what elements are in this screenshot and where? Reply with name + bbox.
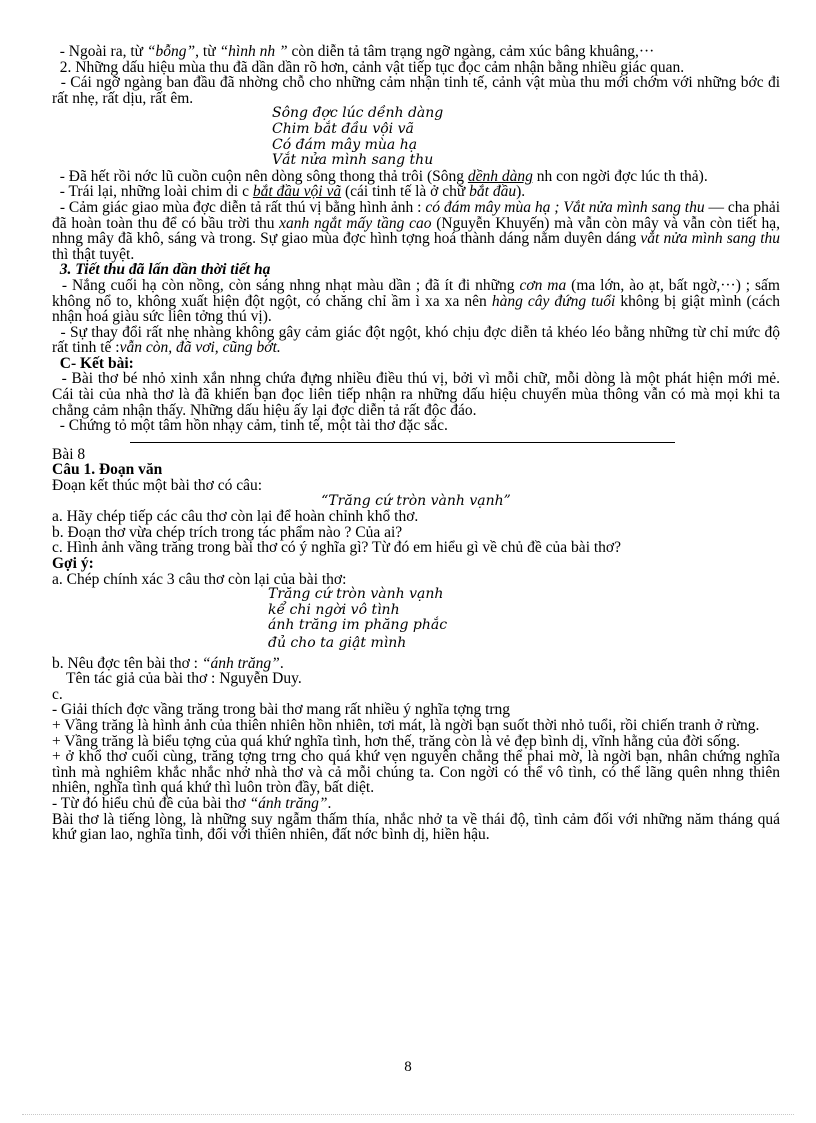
poem-line: ánh trăng im phăng phắc [268,617,448,634]
quote-hinh-nh: “hình nh ” [219,43,288,60]
quote: cơn ma [519,276,567,294]
poem-line: Trăng cứ tròn vành vạnh [268,586,444,603]
paragraph-su-thay-doi [52,325,780,356]
text: - Chứng tỏ một tâm hồn nhạy cảm, tinh tế, một tài thơ đặc sắc. [59,417,448,435]
text: - Ngoài ra, từ [59,43,147,60]
paragraph-da-het [52,169,780,185]
text: (Nguyễn Khuyến) mà vẫn còn mây và vẫn còn tiết hạ, nhng mây đã khô, sáng và trong. Sự giao mùa đợc hình tợng hoá thành dáng nằm duyên dáng [52,214,781,248]
text: . [279,654,284,672]
quote-bat-dau-voi-va: bắt đầu vội vã [252,183,342,201]
text: - Từ đó hiểu chủ đề của bài thơ [52,794,250,812]
poem-line: đủ cho ta giật mình [268,634,407,651]
hint-c-conclusion: Bài thơ là tiếng lòng, là những suy ngẫm thấm thía, nhắc nhở ta về thái độ, tình cảm đối với những năm tháng quá khứ gian lao, nghĩa tình, đối với thiên nhiên, đất nớc bình dị, hiền hậu. [52,810,780,844]
hint-c-point-2: + Vầng trăng là biểu tợng của quá khứ nghĩa tình, hơn thế, trăng còn là vẻ đẹp bình dị, vĩnh hằng của đời sống. [52,732,740,750]
paragraph-trai-lai [52,184,780,200]
exercise-number: Bài 8 [52,445,86,463]
text: — cha phải đã hoàn toàn thu để có bầu trời thu [52,198,781,232]
text: còn diễn tả tâm trạng ngỡ ngàng, cảm xúc bâng khuâng,··· [287,43,655,60]
poem-line: Chim bắt đầu vội vã [272,120,414,137]
quote: có đám mây mùa hạ ; Vắt nửa mình sang thu [425,198,705,216]
paragraph-cai-ngo-ngang [52,75,780,106]
poem-line: kể chi ngời vô tình [268,601,400,618]
heading-3 [52,262,780,278]
quote: vắt nửa mình sang thu [640,230,780,248]
quote-bong: “bỗng” [146,43,196,60]
poem-title: “ánh trăng” [201,654,280,672]
quote-bat-dau: bắt đầu [469,183,517,201]
paragraph-cam-giac [52,200,780,262]
text: - Cái ngỡ ngàng ban đầu đã nhờng chỗ cho những cảm nhận tinh tế, cảnh vật mùa thu mới chớm với những bớc đi rất nhẹ, rất dịu, rất êm. [52,74,781,107]
paragraph-ket-bai [52,371,780,418]
poem-line: Sông đợc lúc dềnh dàng [272,105,444,122]
question-heading: Câu 1. Đoạn văn [52,461,163,479]
poem-anh-trang [52,587,780,651]
text: (cái tinh tế là ở chữ [341,183,470,201]
heading-ket-bai [52,356,780,372]
hint-b-title [52,656,780,672]
text: ). [516,183,526,201]
question-intro: Đoạn kết thúc một bài thơ có câu: [52,477,263,495]
text: - Cảm giác giao mùa đợc diễn tả rất thú vị bằng hình ảnh : [59,198,426,216]
hint-c-point-1: + Vầng trăng là hình ảnh của thiên nhiên hồn nhiên, tơi mát, là ngời bạn suốt thời nhỏ tuổi, rồi chiến tranh ở rừng. [52,716,760,734]
text: - Trái lại, những loài chim di c [59,183,253,201]
text: - Nắng cuối hạ còn nồng, còn sáng nhng nhạt màu dần ; đã ít đi những [61,276,520,294]
paragraph-nang-cuoi-ha [52,278,780,325]
divider [130,442,675,443]
poem-quote: “Trăng cứ tròn vành vạnh” [321,492,511,509]
poem-title: “ánh trăng” [249,794,328,812]
hint-c-explain: - Giải thích đợc vầng trăng trong bài thơ mang rất nhiều ý nghĩa tợng trng [52,701,511,719]
paragraph-chung-to [52,418,780,434]
paragraph-ngoai-ra [52,44,780,60]
text: 2. Những dấu hiệu mùa thu đã dần dần rõ hơn, cảnh vật tiếp tục đọc cảm nhận bằng nhiều giác quan. [59,58,685,76]
hint-heading: Gợi ý: [52,555,94,572]
text: thì thật tuyệt. [52,245,135,263]
text: - Sự thay đổi rất nhẹ nhàng không gây cảm giác đột ngột, khó chịu đợc diễn tả khéo léo bằng những từ chỉ mức độ rất tinh tế : [52,323,781,357]
poem-sang-thu [52,106,780,168]
question-a: a. Hãy chép tiếp các câu thơ còn lại để hoàn chỉnh khổ thơ. [52,508,419,526]
text: nh con ngời đợc lúc th thả). [532,167,708,185]
hint-c-theme [52,796,780,812]
hint-c-point-3: + ở khổ thơ cuối cùng, trăng tợng trng cho quá khứ vẹn nguyên chẳng thể phai mờ, là ngời bạn, nhân chứng nghĩa tình mà nghiêm khắc nhắc nhở nhà thơ và cả mỗi chúng ta. Con ngời có thể vô tình, có thể lãng quên nhng thiên nhiên, nghĩa tình quá khứ thì luôn tròn đầy, bất diệt. [52,748,780,797]
text: , từ [195,43,220,60]
poem-line: Vắt nửa mình sang thu [272,152,434,169]
text: b. Nêu đợc tên bài thơ : [52,654,202,672]
document-page [52,44,780,843]
quote: vẫn còn, đã vơi, cũng bớt. [119,339,281,357]
poem-line: Có đám mây mùa hạ [272,136,418,153]
page-number: 8 [404,1059,412,1075]
text: - Đã hết rồi nớc lũ cuồn cuộn nên dòng sông thong thả trôi (Sông [59,167,468,185]
question-b: b. Đoạn thơ vừa chép trích trong tác phẩm nào ? Của ai? [52,523,403,541]
text: - Bài thơ bé nhỏ xinh xắn nhng chứa đựng nhiều điều thú vị, bởi vì mỗi chữ, mỗi dòng là một phát hiện mới mẻ. Cái tài của nhà thơ là đã khiến bạn đọc liên tiếp nhận ra những dấu hiệu chuyển mùa thông vẫn có mà mọi khi ta chẳng cảm nhận thấy. Những dấu hiệu ấy lại đợc diễn tả rất độc đáo. [52,370,780,419]
hint-b-author: Tên tác giả của bài thơ : Nguyễn Duy. [66,670,302,688]
text: (ma lớn, ào ạt, bất ngờ,···) ; sấm không nổ to, không xuất hiện đột ngột, có chăng chỉ ầm ì xa xa nên [52,276,780,310]
quote: xanh ngắt mấy tầng cao [279,214,432,232]
hint-c: c. [52,685,63,703]
text: không bị giật mình (cách nhận hoá giàu sức liên tởng thú vị). [52,292,781,326]
question-c: c. Hình ảnh vầng trăng trong bài thơ có ý nghĩa gì? Từ đó em hiểu gì về chủ đề của bài thơ? [52,539,622,557]
page-bottom-border [22,1114,794,1115]
quote: hàng cây đứng tuổi [491,292,616,310]
text: C- Kết bài: [59,354,134,372]
paragraph-2 [52,60,780,76]
text: 3. Tiết thu đã lấn dần thời tiết hạ [59,261,271,279]
hint-a: a. Chép chính xác 3 câu thơ còn lại của bài thơ: [52,570,347,588]
text: . [327,794,332,812]
quote-denh-dang: dềnh dàng [467,167,533,185]
